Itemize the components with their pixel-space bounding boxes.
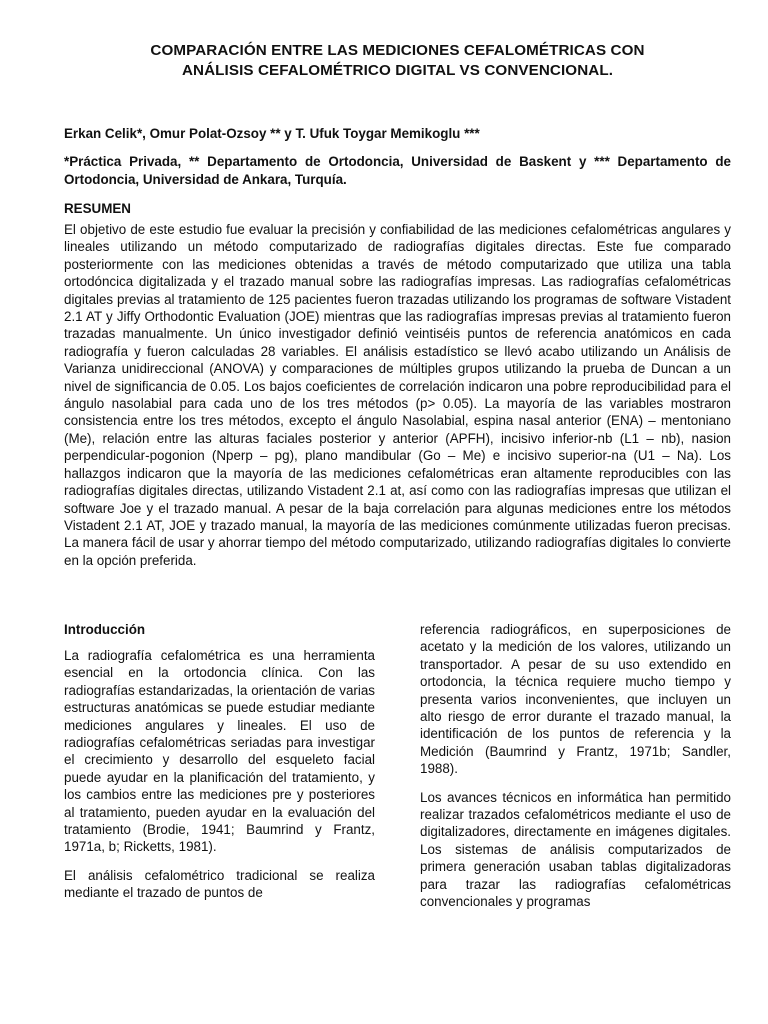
abstract-text: El objetivo de este estudio fue evaluar la precisión y confiabilidad de las mediciones cefalométricas angulares y lineales utilizando un método computarizado de radiografías digitales directas. Este fue comparado posteriormente con las mediciones obtenidas a través de método computarizado que utiliza una tabla ortodóncica digitalizada y el trazado manual sobre las radiografías impresas. Las radiografías cefalométricas digitales previas al tratamiento de 125 pacientes fueron trazadas utilizando los programas de software Vistadent 2.1 AT y Jiffy Orthodontic Evaluation (JOE) mientras que las radiografías impresas previas al tratamiento fueron trazadas manualmente. Un único investigador definió veintiséis puntos de referencia anatómicos en cada radiografía y fueron calculadas 28 variables. El análisis estadístico se llevó acabo utilizando un Análisis de Varianza unidireccional (ANOVA) y comparaciones de múltiples grupos utilizando la prueba de Duncan a un nivel de significancia de 0.05. Los bajos coeficientes de correlación indicaron una pobre reproducibilidad para el ángulo nasolabial para cada uno de los tres métodos (p> 0.05). La mayoría de las variables mostraron consistencia entre los tres métodos, excepto el ángulo Nasolabial, espina nasal anterior (ENA) – mentoniano (Me), relación entre las alturas faciales posterior y anterior (APFH), incisivo inferior-nb (L1 – nb), nasion perpendicular-pogonion (Nperp – pg), plano mandibular (Go – Me) e incisivo superior-na (U1 – Na). Los hallazgos indicaron que la mayoría de las mediciones cefalométricas eran altamente reproducibles con las radiografías digitales directas, utilizando Vistadent 2.1 at, así como con las radiografías impresas que utilizan el software Joe y el trazado manual. A pesar de la baja correlación para algunas mediciones entre los métodos Vistadent 2.1 AT, JOE y trazado manual, la mayoría de las mediciones comúnmente utilizadas fueron precisas. La manera fácil de usar y ahorrar tiempo del método computarizado, utilizando radiografías digitales lo convierte en la opción preferida.: [64, 222, 731, 568]
intro-heading: Introducción: [64, 622, 146, 637]
title-line-2: ANÁLISIS CEFALOMÉTRICO DIGITAL VS CONVENCIONAL.: [181, 62, 614, 79]
intro-paragraph-2: El análisis cefalométrico tradicional se realiza mediante el trazado de puntos de: [64, 867, 375, 901]
title-line-1: COMPARACIÓN ENTRE LAS MEDICIONES CEFALOMÉTRICAS CON: [150, 42, 645, 59]
left-column: [64, 621, 375, 913]
right-column: [420, 621, 731, 922]
authors: Erkan Celik*, Omur Polat-Ozsoy ** y T. Ufuk Toygar Memikoglu ***: [64, 126, 480, 141]
intro-paragraph-1: La radiografía cefalométrica es una herramienta esencial en la ortodoncia clínica. Con las radiografías estandarizadas, la orientación de varias estructuras anatómicas se puede estudiar mediante mediciones angulares y lineales. El uso de radiografías cefalométricas seriadas para investigar el crecimiento y desarrollo del esqueleto facial puede ayudar en la planificación del tratamiento, y los cambios entre las mediciones pre y posteriores al tratamiento, pueden ayudar en la evaluación del tratamiento (Brodie, 1941; Baumrind y Frantz, 1971a, b; Ricketts, 1981).: [64, 648, 375, 855]
abstract-heading: RESUMEN: [64, 201, 131, 216]
affiliation: *Práctica Privada, ** Departamento de Ortodoncia, Universidad de Baskent y *** Departamento de Ortodoncia, Universidad de Ankara, Turquía.: [64, 154, 731, 187]
intro-paragraph-4: Los avances técnicos en informática han permitido realizar trazados cefalométricos mediante el uso de digitalizadores, directamente en imágenes digitales. Los sistemas de análisis computarizados de primera generación usaban tablas digitalizadoras para trazar las radiografías cefalométricas convencionales y programas: [420, 789, 731, 910]
paper-title: [64, 0, 731, 81]
intro-paragraph-3: referencia radiográficos, en superposiciones de acetato y la medición de los valores, utilizando un transportador. A pesar de su uso extendido en ortodoncia, la técnica requiere mucho tiempo y presenta varios inconvenientes, que incluyen un alto riesgo de error durante el trazado manual, la identificación de los puntos de referencia y la Medición (Baumrind y Frantz, 1971b; Sandler, 1988).: [420, 622, 731, 777]
